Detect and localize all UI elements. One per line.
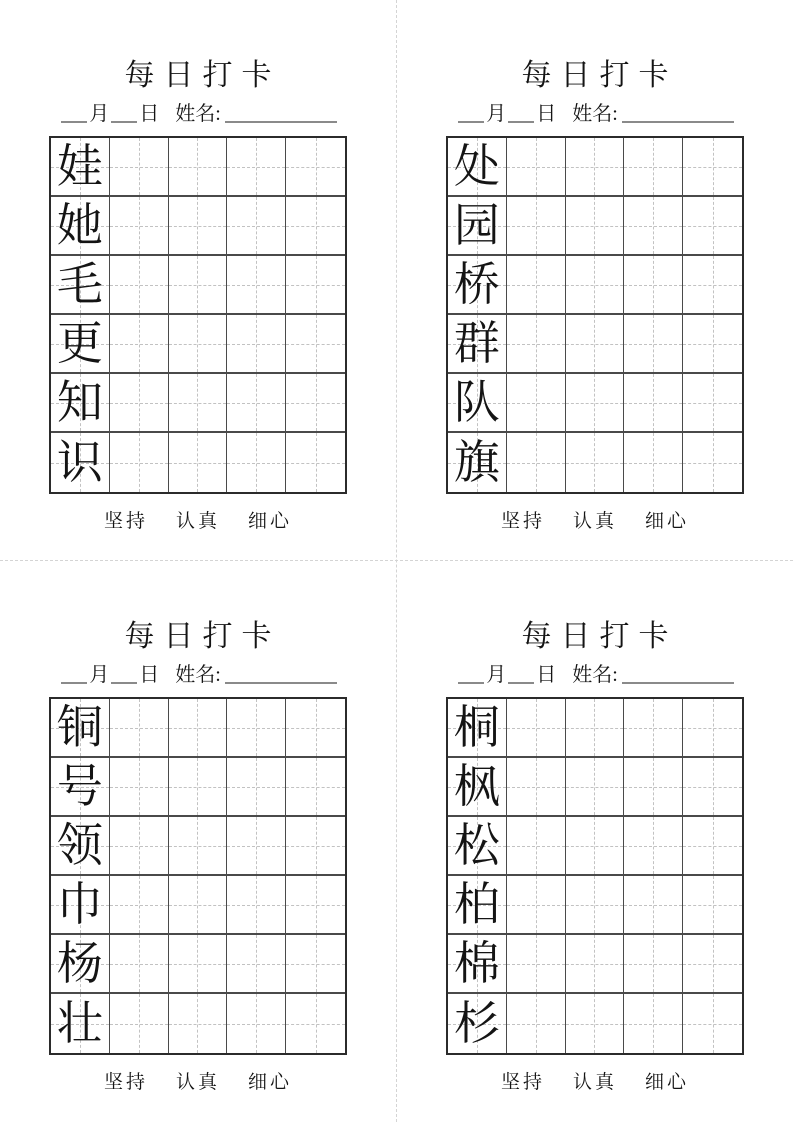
card-title: 每日打卡	[521, 59, 678, 92]
cell-center-guide-horizontal	[507, 905, 565, 906]
footer-word: 认真	[572, 1072, 617, 1093]
practice-cell	[286, 138, 345, 197]
practice-cell	[110, 256, 169, 315]
cell-center-guide-horizontal	[566, 787, 624, 788]
day-label: 日	[139, 103, 160, 125]
practice-cell	[169, 994, 228, 1053]
cell-center-guide-horizontal	[227, 226, 285, 227]
practice-grid	[446, 697, 744, 1055]
day-blank-line	[508, 121, 534, 123]
example-cell	[51, 315, 110, 374]
cell-center-guide-horizontal	[227, 905, 285, 906]
practice-cell	[566, 138, 625, 197]
example-character: 旗	[453, 436, 500, 488]
practice-cell	[683, 315, 742, 374]
cell-center-guide-horizontal	[507, 787, 565, 788]
example-cell	[51, 433, 110, 492]
example-character: 桐	[453, 701, 500, 753]
cell-center-guide-horizontal	[624, 1024, 682, 1025]
practice-cell	[683, 699, 742, 758]
practice-cell	[227, 433, 286, 492]
practice-card-2	[397, 0, 793, 561]
cell-center-guide-horizontal	[507, 728, 565, 729]
cell-center-guide-horizontal	[507, 403, 565, 404]
example-character: 队	[453, 376, 500, 428]
cell-center-guide-horizontal	[169, 964, 227, 965]
practice-cell	[286, 876, 345, 935]
cell-center-guide-horizontal	[507, 846, 565, 847]
example-cell	[51, 256, 110, 315]
example-cell	[448, 315, 507, 374]
example-cell	[448, 876, 507, 935]
cell-center-guide-horizontal	[110, 403, 168, 404]
example-character: 更	[56, 317, 103, 369]
practice-cell	[169, 433, 228, 492]
cell-center-guide-horizontal	[566, 964, 624, 965]
practice-cell	[566, 197, 625, 256]
cell-center-guide-horizontal	[227, 463, 285, 464]
name-blank-line	[225, 121, 337, 123]
practice-cell	[566, 758, 625, 817]
practice-cell	[286, 994, 345, 1053]
practice-cell	[624, 433, 683, 492]
practice-cell	[566, 876, 625, 935]
example-character: 娃	[56, 140, 103, 192]
cell-center-guide-horizontal	[566, 1024, 624, 1025]
cell-center-guide-horizontal	[683, 226, 742, 227]
practice-cell	[227, 699, 286, 758]
practice-cell	[624, 197, 683, 256]
practice-cell	[507, 374, 566, 433]
cell-center-guide-horizontal	[624, 167, 682, 168]
day-label: 日	[139, 664, 160, 686]
example-cell	[51, 758, 110, 817]
practice-cell	[227, 256, 286, 315]
footer-word: 认真	[175, 511, 220, 532]
footer-word: 细心	[645, 1072, 690, 1093]
example-cell	[448, 758, 507, 817]
cell-center-guide-horizontal	[169, 167, 227, 168]
example-cell	[448, 433, 507, 492]
cell-center-guide-horizontal	[683, 344, 742, 345]
day-label: 日	[536, 664, 557, 686]
practice-cell	[169, 256, 228, 315]
example-cell	[51, 374, 110, 433]
example-character: 柏	[453, 878, 500, 930]
practice-cell	[227, 935, 286, 994]
practice-cell	[227, 994, 286, 1053]
cell-center-guide-horizontal	[169, 846, 227, 847]
footer-word: 坚持	[500, 1072, 545, 1093]
cell-center-guide-horizontal	[566, 285, 624, 286]
practice-cell	[507, 256, 566, 315]
cell-center-guide-horizontal	[169, 285, 227, 286]
cell-center-guide-horizontal	[624, 285, 682, 286]
practice-cell	[507, 935, 566, 994]
practice-cell	[566, 994, 625, 1053]
example-cell	[51, 138, 110, 197]
practice-cell	[566, 817, 625, 876]
practice-cell	[286, 699, 345, 758]
date-name-row	[0, 659, 396, 687]
cell-center-guide-horizontal	[286, 226, 345, 227]
cell-center-guide-horizontal	[169, 403, 227, 404]
practice-cell	[227, 817, 286, 876]
cell-center-guide-horizontal	[683, 463, 742, 464]
practice-cell	[507, 817, 566, 876]
practice-cell	[110, 315, 169, 374]
cell-center-guide-horizontal	[227, 728, 285, 729]
cell-center-guide-horizontal	[507, 285, 565, 286]
cell-center-guide-horizontal	[169, 226, 227, 227]
practice-cell	[507, 138, 566, 197]
practice-cell	[624, 935, 683, 994]
practice-cell	[683, 138, 742, 197]
cell-center-guide-horizontal	[110, 787, 168, 788]
month-label: 月	[486, 664, 507, 686]
practice-cell	[227, 374, 286, 433]
footer-motto	[0, 1067, 396, 1094]
cell-center-guide-horizontal	[227, 1024, 285, 1025]
example-character: 铜	[56, 701, 103, 753]
cell-center-guide-horizontal	[169, 787, 227, 788]
practice-cell	[566, 699, 625, 758]
practice-card-3	[0, 561, 396, 1122]
practice-cell	[110, 374, 169, 433]
cell-center-guide-horizontal	[227, 787, 285, 788]
cell-center-guide-horizontal	[507, 964, 565, 965]
cell-center-guide-horizontal	[286, 285, 345, 286]
cell-center-guide-horizontal	[683, 905, 742, 906]
practice-cell	[110, 758, 169, 817]
cell-center-guide-horizontal	[566, 846, 624, 847]
example-cell	[448, 935, 507, 994]
card-title: 每日打卡	[124, 620, 281, 653]
practice-cell	[110, 699, 169, 758]
example-cell	[51, 935, 110, 994]
practice-grid	[446, 136, 744, 494]
example-character: 领	[56, 819, 103, 871]
practice-cell	[566, 935, 625, 994]
practice-cell	[683, 935, 742, 994]
practice-cell	[624, 876, 683, 935]
practice-cell	[286, 817, 345, 876]
cell-center-guide-horizontal	[624, 964, 682, 965]
date-name-row	[397, 98, 793, 126]
practice-cell	[169, 374, 228, 433]
month-label: 月	[89, 103, 110, 125]
cell-center-guide-horizontal	[286, 167, 345, 168]
cell-center-guide-horizontal	[169, 728, 227, 729]
day-label: 日	[536, 103, 557, 125]
month-blank-line	[458, 682, 484, 684]
cell-center-guide-horizontal	[683, 285, 742, 286]
cell-center-guide-horizontal	[110, 285, 168, 286]
month-blank-line	[61, 121, 87, 123]
practice-cell	[286, 315, 345, 374]
example-cell	[51, 994, 110, 1053]
cell-center-guide-horizontal	[566, 463, 624, 464]
cell-center-guide-horizontal	[169, 344, 227, 345]
cell-center-guide-horizontal	[683, 728, 742, 729]
cell-center-guide-horizontal	[566, 403, 624, 404]
practice-cell	[110, 197, 169, 256]
cell-center-guide-horizontal	[110, 1024, 168, 1025]
cell-center-guide-horizontal	[110, 463, 168, 464]
cell-center-guide-horizontal	[507, 1024, 565, 1025]
example-character: 棉	[453, 937, 500, 989]
example-cell	[51, 817, 110, 876]
practice-cell	[624, 374, 683, 433]
practice-cell	[624, 817, 683, 876]
practice-cell	[227, 876, 286, 935]
cell-center-guide-horizontal	[110, 728, 168, 729]
example-cell	[448, 197, 507, 256]
practice-cell	[624, 994, 683, 1053]
footer-word: 细心	[248, 511, 293, 532]
cell-center-guide-horizontal	[683, 964, 742, 965]
cell-center-guide-horizontal	[227, 846, 285, 847]
cell-center-guide-horizontal	[227, 964, 285, 965]
example-character: 杉	[453, 997, 500, 1049]
practice-cell	[110, 138, 169, 197]
footer-motto	[397, 506, 793, 533]
footer-word: 坚持	[103, 1072, 148, 1093]
example-cell	[448, 699, 507, 758]
cell-center-guide-horizontal	[566, 226, 624, 227]
cell-center-guide-horizontal	[286, 344, 345, 345]
example-character: 她	[56, 199, 103, 251]
practice-cell	[624, 699, 683, 758]
cell-center-guide-horizontal	[683, 403, 742, 404]
footer-word: 细心	[645, 511, 690, 532]
example-character: 松	[453, 819, 500, 871]
cell-center-guide-horizontal	[624, 403, 682, 404]
practice-cell	[286, 433, 345, 492]
practice-cell	[507, 433, 566, 492]
practice-cell	[286, 758, 345, 817]
footer-motto	[0, 506, 396, 533]
practice-cell	[169, 935, 228, 994]
cell-center-guide-horizontal	[624, 787, 682, 788]
practice-cell	[566, 433, 625, 492]
practice-cell	[227, 758, 286, 817]
cell-center-guide-horizontal	[169, 905, 227, 906]
example-character: 枫	[453, 760, 500, 812]
footer-motto	[397, 1067, 793, 1094]
example-character: 壮	[56, 997, 103, 1049]
practice-cell	[624, 315, 683, 374]
cell-center-guide-horizontal	[624, 846, 682, 847]
example-cell	[448, 817, 507, 876]
footer-word: 坚持	[103, 511, 148, 532]
practice-grid	[49, 136, 347, 494]
name-blank-line	[622, 121, 734, 123]
cell-center-guide-horizontal	[110, 226, 168, 227]
practice-cell	[566, 256, 625, 315]
name-blank-line	[225, 682, 337, 684]
cell-center-guide-horizontal	[110, 846, 168, 847]
example-character: 群	[453, 317, 500, 369]
name-label: 姓名:	[572, 103, 618, 125]
example-character: 桥	[453, 258, 500, 310]
cell-center-guide-horizontal	[683, 1024, 742, 1025]
cell-center-guide-horizontal	[624, 728, 682, 729]
name-label: 姓名:	[175, 103, 221, 125]
footer-word: 认真	[175, 1072, 220, 1093]
example-character: 园	[453, 199, 500, 251]
practice-cell	[683, 817, 742, 876]
month-label: 月	[486, 103, 507, 125]
cell-center-guide-horizontal	[624, 905, 682, 906]
cell-center-guide-horizontal	[566, 728, 624, 729]
practice-cell	[507, 197, 566, 256]
cell-center-guide-horizontal	[227, 167, 285, 168]
example-character: 杨	[56, 937, 103, 989]
cell-center-guide-horizontal	[286, 1024, 345, 1025]
cell-center-guide-horizontal	[566, 167, 624, 168]
practice-cell	[624, 256, 683, 315]
cell-center-guide-horizontal	[169, 463, 227, 464]
cell-center-guide-horizontal	[566, 905, 624, 906]
practice-cell	[507, 876, 566, 935]
example-cell	[51, 197, 110, 256]
name-label: 姓名:	[572, 664, 618, 686]
practice-cell	[624, 138, 683, 197]
practice-cell	[683, 758, 742, 817]
card-title: 每日打卡	[521, 620, 678, 653]
example-character: 毛	[56, 258, 103, 310]
practice-cell	[169, 138, 228, 197]
cell-center-guide-horizontal	[624, 226, 682, 227]
practice-cell	[227, 197, 286, 256]
cell-center-guide-horizontal	[507, 167, 565, 168]
example-character: 知	[56, 376, 103, 428]
practice-cell	[507, 699, 566, 758]
practice-cell	[683, 876, 742, 935]
footer-word: 认真	[572, 511, 617, 532]
cell-center-guide-horizontal	[507, 463, 565, 464]
cell-center-guide-horizontal	[227, 285, 285, 286]
name-label: 姓名:	[175, 664, 221, 686]
example-cell	[51, 876, 110, 935]
cell-center-guide-horizontal	[286, 403, 345, 404]
practice-cell	[110, 817, 169, 876]
practice-cell	[227, 138, 286, 197]
cell-center-guide-horizontal	[683, 167, 742, 168]
practice-cell	[227, 315, 286, 374]
cell-center-guide-horizontal	[624, 463, 682, 464]
cell-center-guide-horizontal	[624, 344, 682, 345]
practice-card-4	[397, 561, 793, 1122]
day-blank-line	[111, 121, 137, 123]
card-title: 每日打卡	[124, 59, 281, 92]
cell-center-guide-horizontal	[286, 728, 345, 729]
date-name-row	[0, 98, 396, 126]
cell-center-guide-horizontal	[227, 344, 285, 345]
cell-center-guide-horizontal	[110, 344, 168, 345]
cell-center-guide-horizontal	[507, 344, 565, 345]
day-blank-line	[508, 682, 534, 684]
practice-cell	[169, 817, 228, 876]
practice-cell	[566, 374, 625, 433]
practice-cell	[683, 433, 742, 492]
practice-cell	[110, 935, 169, 994]
footer-word: 坚持	[500, 511, 545, 532]
practice-cell	[110, 433, 169, 492]
practice-cell	[683, 256, 742, 315]
practice-cell	[683, 197, 742, 256]
practice-cell	[169, 197, 228, 256]
cell-center-guide-horizontal	[683, 846, 742, 847]
practice-cell	[169, 315, 228, 374]
practice-cell	[286, 197, 345, 256]
cell-center-guide-horizontal	[286, 787, 345, 788]
example-cell	[448, 138, 507, 197]
example-cell	[448, 374, 507, 433]
cell-center-guide-horizontal	[566, 344, 624, 345]
practice-cell	[507, 994, 566, 1053]
footer-word: 细心	[248, 1072, 293, 1093]
practice-cell	[507, 758, 566, 817]
practice-cell	[169, 876, 228, 935]
cell-center-guide-horizontal	[286, 846, 345, 847]
month-blank-line	[458, 121, 484, 123]
practice-cell	[110, 876, 169, 935]
cell-center-guide-horizontal	[286, 905, 345, 906]
example-character: 号	[56, 760, 103, 812]
example-cell	[448, 256, 507, 315]
practice-cell	[624, 758, 683, 817]
example-character: 巾	[56, 878, 103, 930]
cell-center-guide-horizontal	[227, 403, 285, 404]
cell-center-guide-horizontal	[110, 964, 168, 965]
practice-cell	[286, 256, 345, 315]
month-blank-line	[61, 682, 87, 684]
cell-center-guide-horizontal	[169, 1024, 227, 1025]
practice-cell	[683, 374, 742, 433]
day-blank-line	[111, 682, 137, 684]
cell-center-guide-horizontal	[110, 167, 168, 168]
example-cell	[448, 994, 507, 1053]
cell-center-guide-horizontal	[507, 226, 565, 227]
example-character: 处	[453, 140, 500, 192]
name-blank-line	[622, 682, 734, 684]
practice-cell	[566, 315, 625, 374]
practice-cell	[169, 758, 228, 817]
cell-center-guide-horizontal	[286, 964, 345, 965]
example-cell	[51, 699, 110, 758]
practice-cell	[169, 699, 228, 758]
practice-cell	[286, 374, 345, 433]
practice-grid	[49, 697, 347, 1055]
month-label: 月	[89, 664, 110, 686]
cell-center-guide-horizontal	[683, 787, 742, 788]
cell-center-guide-horizontal	[286, 463, 345, 464]
example-character: 识	[56, 436, 103, 488]
practice-cell	[110, 994, 169, 1053]
practice-cell	[507, 315, 566, 374]
date-name-row	[397, 659, 793, 687]
practice-card-1	[0, 0, 396, 561]
cell-center-guide-horizontal	[110, 905, 168, 906]
practice-cell	[683, 994, 742, 1053]
practice-cell	[286, 935, 345, 994]
